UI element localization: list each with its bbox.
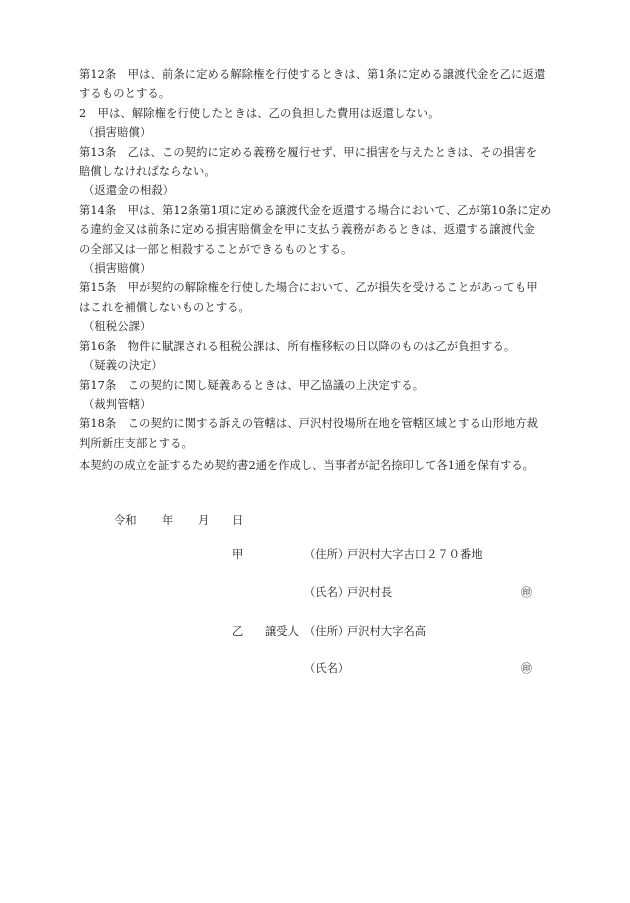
party-b-label: 乙 bbox=[232, 625, 244, 638]
date-day: 日 bbox=[232, 514, 244, 527]
article-13-caption: （損害賠償） bbox=[83, 126, 152, 140]
party-a-address: 戸沢村大字古口２７０番地 bbox=[347, 548, 483, 561]
article-16-line-1: 第16条 物件に賦課される租税公課は、所有権移転の日以降のものは乙が負担する。 bbox=[79, 339, 516, 353]
article-14-line-1: 第14条 甲は、第12条第1項に定める譲渡代金を返還する場合において、乙が第10条に定め bbox=[79, 203, 552, 217]
party-b-role: 譲受人 bbox=[265, 625, 299, 638]
article-15-caption: （損害賠償） bbox=[83, 262, 152, 276]
article-15-line-2: はこれを補償しないものとする。 bbox=[79, 300, 250, 314]
party-b-address: 戸沢村大字名高 bbox=[347, 625, 427, 638]
article-12-paragraph-2: 2 甲は、解除権を行使したときは、乙の負担した費用は返還しない。 bbox=[79, 106, 440, 120]
article-13-line-1: 第13条 乙は、この契約に定める義務を履行せず、甲に損害を与えたときは、その損害を bbox=[79, 145, 538, 159]
article-14-caption: （返還金の相殺） bbox=[83, 184, 175, 198]
party-b-seal-mark: ㊞ bbox=[521, 662, 532, 675]
party-a-name-label: （氏名） bbox=[304, 586, 350, 599]
article-18-line-1: 第18条 この契約に関する訴えの管轄は、戸沢村役場所在地を管轄区域とする山形地方裁 bbox=[79, 417, 539, 431]
article-14-line-2: る違約金又は前条に定める損害賠償金を甲に支払う義務があるときは、返還する譲渡代金 bbox=[79, 223, 535, 237]
date-year: 年 bbox=[162, 514, 174, 527]
article-17-caption: （疑義の決定） bbox=[83, 359, 163, 373]
closing-statement: 本契約の成立を証するため契約書2通を作成し、当事者が記名捺印して各1通を保有する。 bbox=[79, 459, 534, 472]
date-month: 月 bbox=[198, 514, 210, 527]
article-15-line-1: 第15条 甲が契約の解除権を行使した場合において、乙が損失を受けることがあっても甲 bbox=[79, 281, 538, 295]
article-13-line-2: 賠償しなければならない。 bbox=[79, 165, 216, 179]
article-14-line-3: の全部又は一部と相殺することができるものとする。 bbox=[79, 242, 353, 256]
party-b-name-label: （氏名） bbox=[304, 662, 350, 675]
article-12-line-1: 第12条 甲は、前条に定める解除権を行使するときは、第1条に定める譲渡代金を乙に返還 bbox=[79, 68, 546, 81]
article-16-caption: （租税公課） bbox=[83, 320, 152, 334]
article-18-line-2: 判所新庄支部とする。 bbox=[79, 436, 193, 450]
article-17-line-1: 第17条 この契約に関し疑義あるときは、甲乙協議の上決定する。 bbox=[79, 378, 425, 392]
party-a-seal-mark: ㊞ bbox=[521, 586, 532, 599]
article-18-caption: （裁判管轄） bbox=[83, 397, 152, 411]
article-12-line-2: するものとする。 bbox=[79, 87, 171, 101]
party-a-name: 戸沢村長 bbox=[347, 586, 393, 599]
party-b-address-label: （住所） bbox=[304, 625, 350, 638]
party-a-address-label: （住所） bbox=[304, 548, 350, 561]
contract-articles bbox=[79, 65, 554, 453]
date-era: 令和 bbox=[114, 514, 137, 527]
party-a-label: 甲 bbox=[232, 548, 244, 561]
